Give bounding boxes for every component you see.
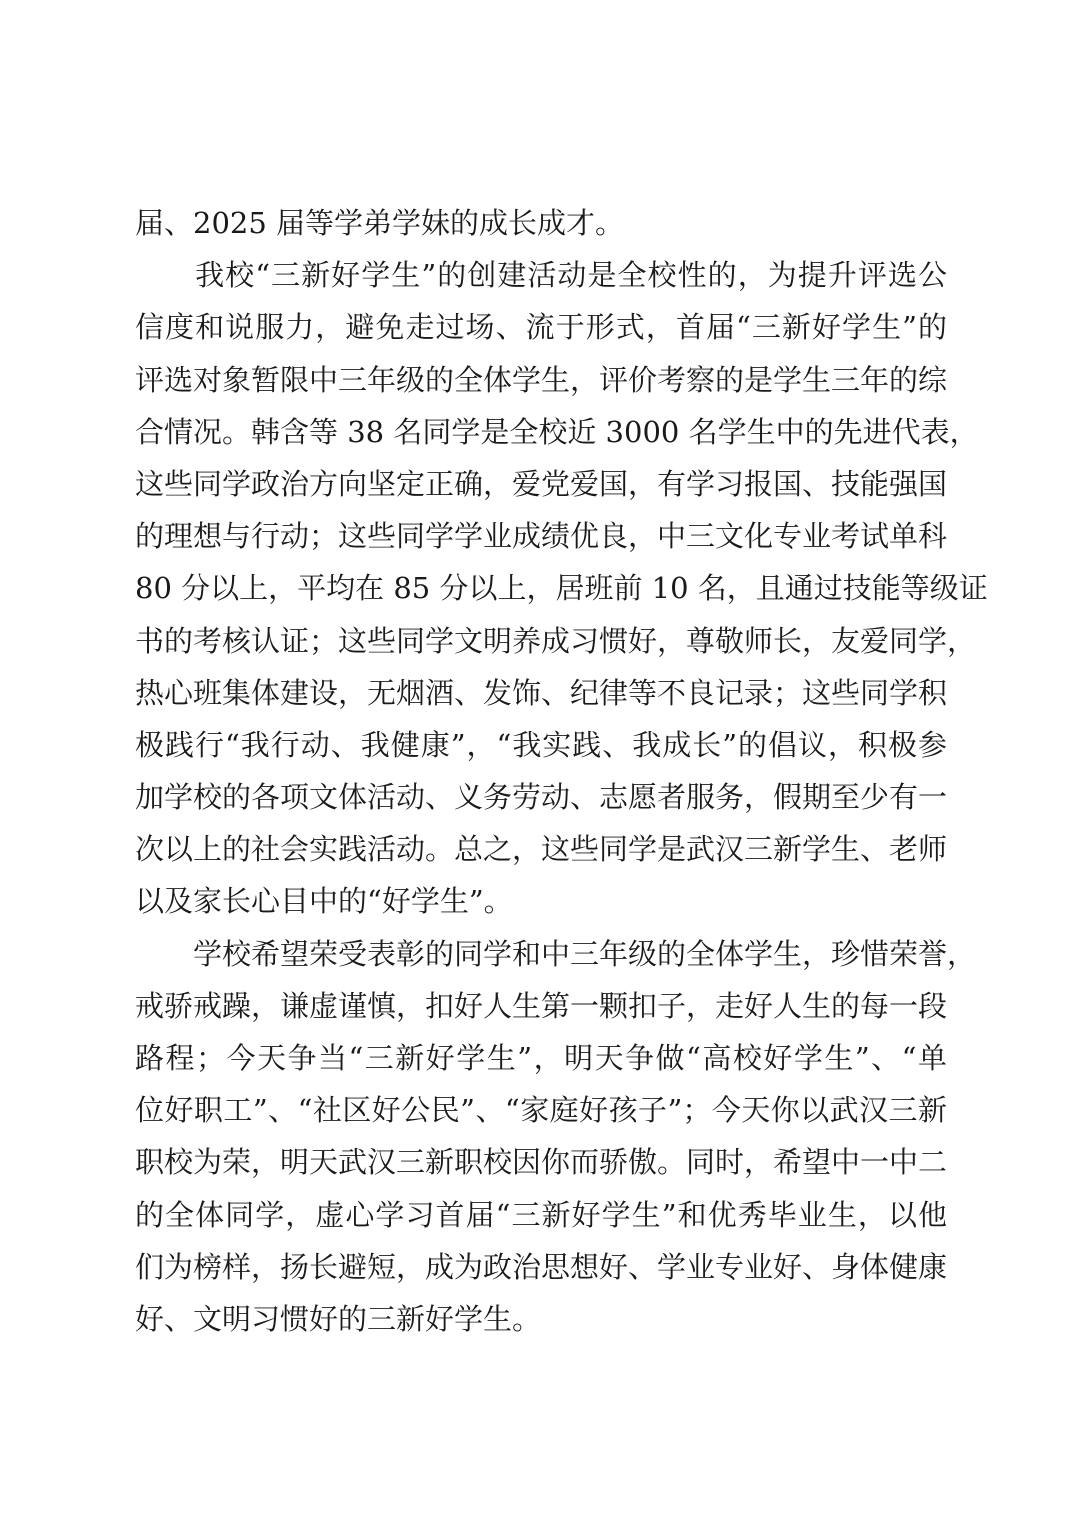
text-line: 信度和说服力，避免走过场、流于形式，首届“三新好学生”的 [135,310,947,345]
text-line: 热心班集体建设，无烟酒、发饰、纪律等不良记录；这些同学积 [135,675,948,710]
text-line: 我校“三新好学生”的创建活动是全校性的，为提升评选公 [135,258,947,293]
paragraph [135,197,947,249]
text-line: 以及家长心目中的“好学生”。 [135,884,513,919]
text-line: 学校希望荣受表彰的同学和中三年级的全体学生，珍惜荣誉， [135,936,977,971]
text-line: 评选对象暂限中三年级的全体学生，评价考察的是学生三年的综 [135,362,948,397]
text-line: 路程；今天争当“三新好学生”，明天争做“高校好学生”、“单 [135,1041,947,1075]
text-line: 这些同学政治方向坚定正确，爱党爱国，有学习报国、技能强国 [135,466,948,501]
text-line: 加学校的各项文体活动、义务劳动、志愿者服务，假期至少有一 [135,780,948,815]
text-line: 的全体同学，虚心学习首届“三新好学生”和优秀毕业生，以他 [135,1197,947,1232]
text-line: 好、文明习惯好的三新好学生。 [135,1301,542,1336]
text-line: 合情况。韩含等 38 名同学是全校近 3000 名学生中的先进代表， [135,414,979,449]
text-line: 们为榜样，扬长避短，成为政治思想好、学业专业好、身体健康 [135,1249,948,1284]
paragraph [135,249,988,927]
text-line: 次以上的社会实践活动。总之，这些同学是武汉三新学生、老师 [135,832,948,867]
paragraph [135,928,977,1346]
text-line: 戒骄戒躁，谦虚谨慎，扣好人生第一颗扣子，走好人生的每一段 [135,988,948,1023]
text-line: 的理想与行动；这些同学学业成绩优良，中三文化专业考试单科 [135,519,948,554]
text-line: 书的考核认证；这些同学文明养成习惯好，尊敬师长，友爱同学， [135,623,977,658]
text-line: 职校为荣，明天武汉三新职校因你而骄傲。同时，希望中一中二 [135,1145,948,1180]
text-line: 极践行“我行动、我健康”，“我实践、我成长”的倡议，积极参 [135,727,947,762]
document-body [135,197,988,1345]
text-line: 80 分以上，平均在 85 分以上，居班前 10 名，且通过技能等级证 [135,571,988,606]
text-line: 位好职工”、“社区好公民”、“家庭好孩子”；今天你以武汉三新 [135,1093,947,1128]
text-line: 届、2025 届等学弟学妹的成长成才。 [135,206,625,240]
